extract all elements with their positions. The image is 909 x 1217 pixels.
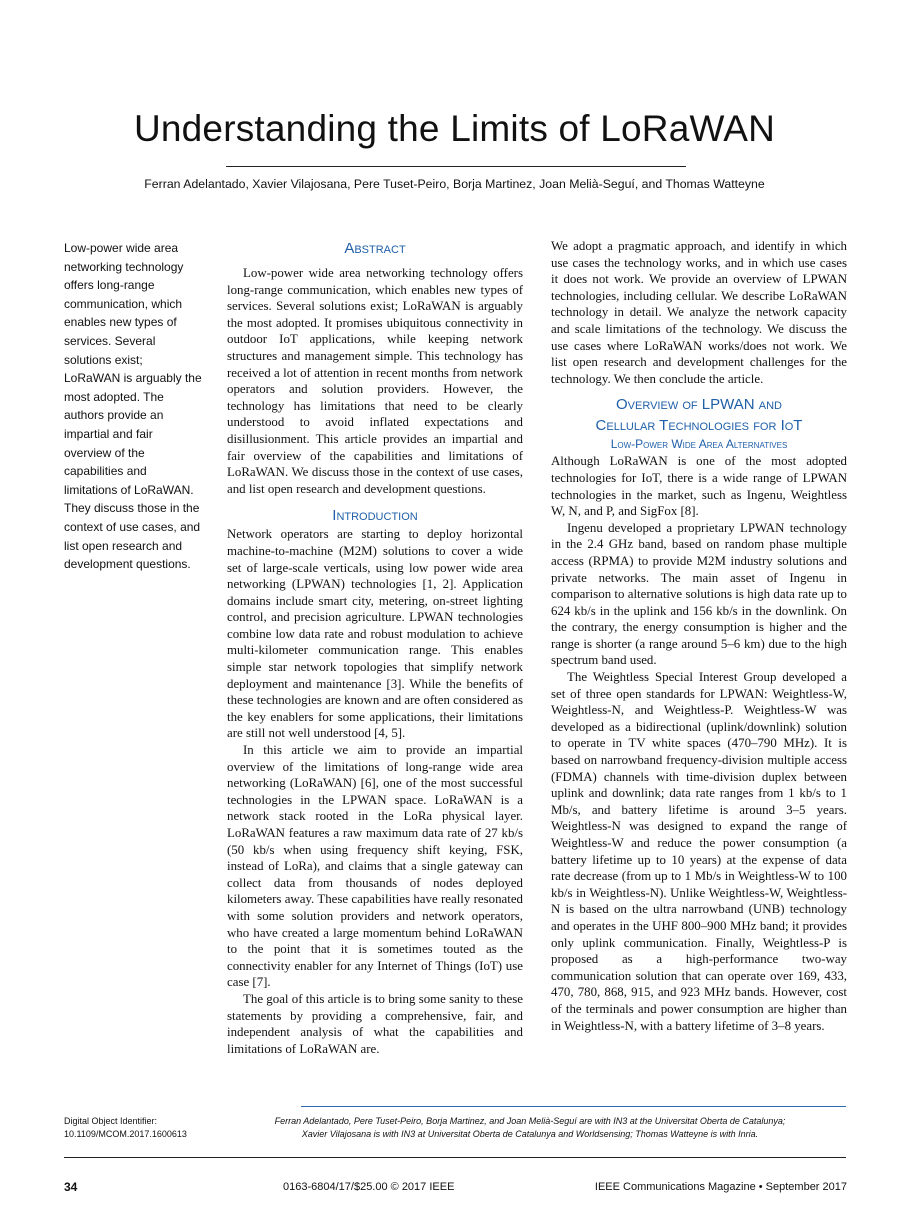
- overview-heading-line1: Overview of LPWAN and: [616, 396, 782, 414]
- intro-paragraph-2: In this article we aim to provide an impartial overview of the limitations of long-range wide area networking (LoRaWAN) [6], one of the most successful technologies in the LPWAN space. LoRaWAN is a network stack rooted in the LoRa physical layer. LoRaWAN features a raw maximum data rate of 27 kb/s (50 kb/s when using frequency shift keying, FSK, instead of LoRa), and claims that a single gateway can collect data from thousands of nodes deployed kilometers away. These capabilities have really resonated with some solution providers and network operators, who have created a large momentum behind LoRaWAN to the point that it is sometimes touted as the connectivity enabler for any Internet of Things (IoT) use case [7].: [227, 743, 523, 990]
- journal-line: IEEE Communications Magazine • September 2017: [594, 1181, 847, 1193]
- footnote-divider: [301, 1106, 846, 1107]
- overview-paragraph-1: Although LoRaWAN is one of the most adopted technologies for IoT, there is a wide range of LPWAN technologies in the market, such as Ingenu, Weightless W, N, and P, and SigFox [8].: [551, 454, 847, 519]
- sidebar-summary: Low-power wide area networking technology offers long-range communication, which enables new types of services. Several solutions exist; LoRaWAN is arguably the most adopted. The authors provide an impartial and fair overview of the capabilities and limitations of LoRaWAN. They discuss those in the context of use cases, and list open research and development questions.: [64, 241, 202, 572]
- overview-paragraph-3: The Weightless Special Interest Group developed a set of three open standards for LPWAN: Weightless-W, Weightless-N, and Weightless-P. Weightless-W was developed as a bidirectional (uplink/downlink) solution to operate in TV white spaces (470–790 MHz). It is based on narrowband frequency-division multiple access (FDMA) channels with time-division duplex between uplink and downlink; data rate ranges from 1 kb/s to 1 Mb/s, and battery lifetime is around 3–5 years. Weightless-N was designed to expand the range of Weightless-W and reduce the power consumption (a battery lifetime up to 10 years) at the expense of data rate decrease (from up to 1 Mb/s in Weightless-W to 100 kb/s in Weightless-N). Unlike Weightless-W, Weightless-N is based on the ultra narrowband (UNB) technology and operates in the UHF 800–900 MHz band; it provides only uplink communication. Finally, Weightless-P is proposed as a high-performance two-way communication solution that can operate over 169, 433, 470, 780, 868, 915, and 923 MHz bands. However, cost of the terminals and power consumption are higher than in Weightless-N, with a battery lifetime of 3–8 years.: [551, 670, 847, 1033]
- overview-heading-line2: Cellular Technologies for IoT: [595, 417, 803, 435]
- page-number: 34: [64, 1180, 78, 1194]
- intro-paragraph-3: The goal of this article is to bring some sanity to these statements by providing a comprehensive, fair, and independent analysis of what the capabilities and limitations of LoRaWAN are.: [227, 991, 523, 1056]
- affiliation-line-1: Ferran Adelantado, Pere Tuset-Peiro, Borja Martinez, and Joan Melià-Seguí are with IN3 at the Universitat Oberta de Catalunya;: [274, 1116, 786, 1126]
- intro-paragraph-4: We adopt a pragmatic approach, and identify in which use cases the technology works, and in which use cases it does not work. We provide an overview of LPWAN technologies, including cellular. We describe LoRaWAN technology in detail. We analyze the network capacity and scale limitations of the technology. We discuss the use cases where LoRaWAN works/does not work. We list open research and development challenges for the technology. We then conclude the article.: [551, 239, 847, 386]
- middle-column: [227, 238, 523, 1057]
- introduction-heading: Introduction: [332, 507, 418, 525]
- doi-block: [64, 1115, 264, 1141]
- doi-label: Digital Object Identifier:: [64, 1116, 158, 1126]
- author-list: Ferran Adelantado, Xavier Vilajosana, Pere Tuset-Peiro, Borja Martinez, Joan Melià-Seguí, and Thomas Watteyne: [144, 177, 765, 191]
- article-title: Understanding the Limits of LoRaWAN: [133, 108, 776, 149]
- author-affiliations: [268, 1115, 792, 1141]
- overview-subheading: Low-Power Wide Area Alternatives: [610, 437, 788, 452]
- copyright-line: 0163-6804/17/$25.00 © 2017 IEEE: [283, 1181, 455, 1193]
- affiliation-line-2: Xavier Vilajosana is with IN3 at Universitat Oberta de Catalunya and Worldsensing; Thomas Watteyne is with Inria.: [301, 1129, 759, 1139]
- overview-paragraph-2: Ingenu developed a proprietary LPWAN technology in the 2.4 GHz band, based on random phase multiple access (RPMA) to provide M2M industry solutions and private networks. The main asset of Ingenu in comparison to alternative solutions is high data rate up to 624 kb/s in the uplink and 156 kb/s in the downlink. On the contrary, the energy consumption is higher and the range is shorter (a range around 5–6 km) due to the high spectrum band used.: [551, 520, 847, 668]
- page-footer-divider: [64, 1157, 846, 1158]
- title-divider: [226, 166, 686, 167]
- abstract-text: Low-power wide area networking technology offers long-range communication, which enables new types of services. Several solutions exist; LoRaWAN is arguably the most adopted. It promises ubiquitous connectivity in outdoor IoT applications, while keeping network structures and management simple. This technology has received a lot of attention in recent months from network operators and solution providers. However, the technology has limitations that need to be clearly understood to avoid inflated expectations and disillusionment. This article provides an impartial and fair overview of the capabilities and limitations of LoRaWAN. We discuss those in the context of use cases, and list open research and development questions.: [227, 266, 523, 496]
- doi-value: 10.1109/MCOM.2017.1600613: [64, 1129, 187, 1139]
- abstract-heading: Abstract: [344, 240, 406, 257]
- intro-paragraph-1: Network operators are starting to deploy horizontal machine-to-machine (M2M) solutions to cover a wide set of large-scale verticals, using low power wide area networking (LPWAN) technologies [1, 2]. Application domains include smart city, metering, on-street lighting control, and precision agriculture. LPWAN technologies combine low data rate and robust modulation to achieve multi-kilometer communication range. This enables simple star network topologies that simplify network deployment and maintenance [3]. While the benefits of these technologies are known and are often considered as the key enablers for some applications, their limitations are still not well understood [4, 5].: [227, 527, 523, 741]
- right-column: [551, 238, 847, 1034]
